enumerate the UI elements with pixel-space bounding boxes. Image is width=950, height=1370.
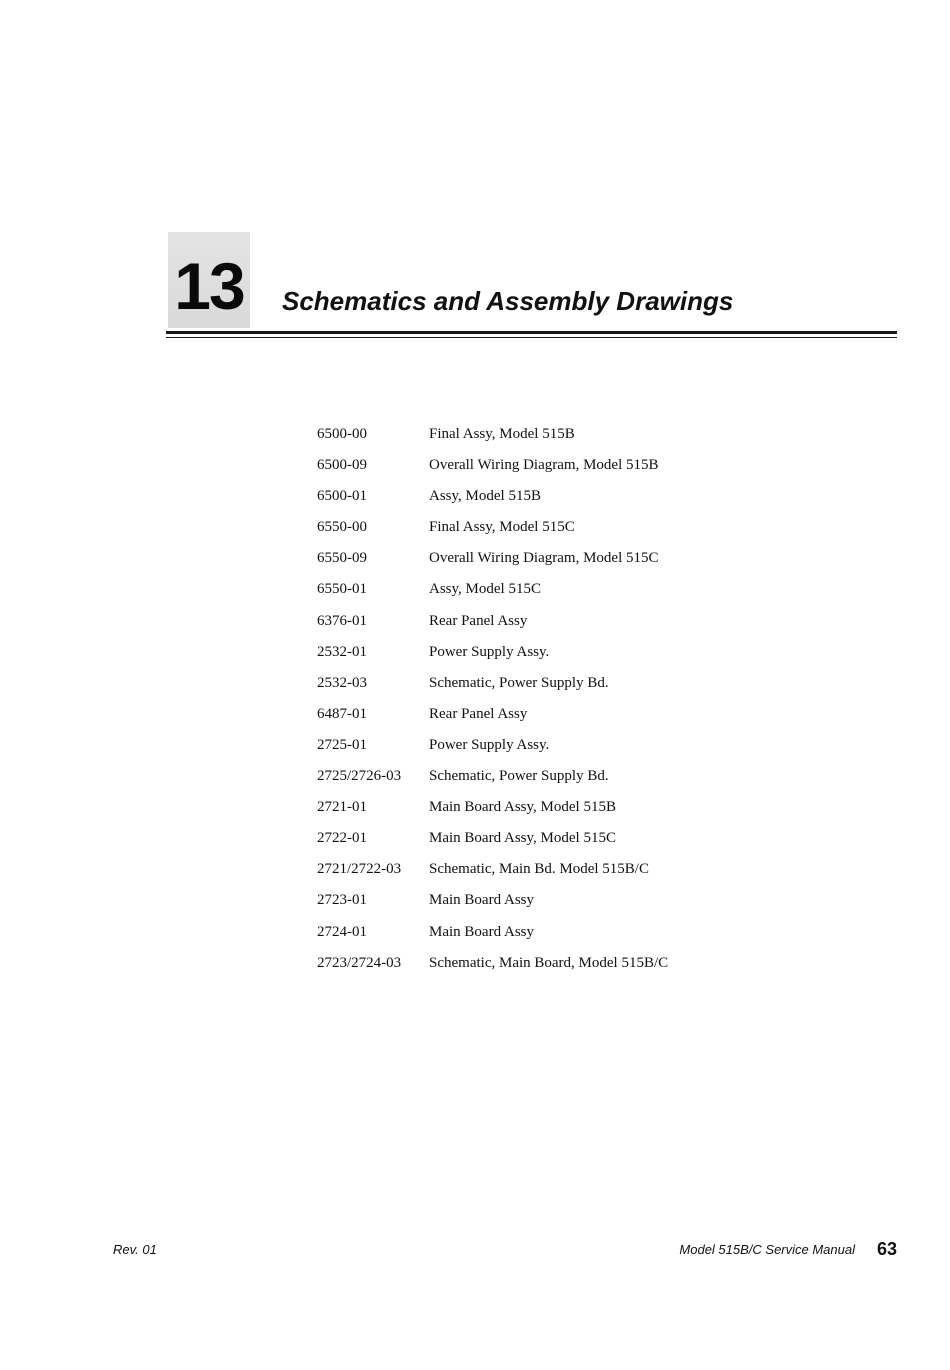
drawing-number: 6376-01 <box>317 612 367 629</box>
drawing-number: 2721/2722-03 <box>317 861 402 878</box>
drawing-number: 2532-03 <box>317 674 367 691</box>
drawing-description: Overall Wiring Diagram, Model 515B <box>429 457 659 474</box>
list-item <box>317 672 668 703</box>
drawing-description: Power Supply Assy. <box>429 736 550 753</box>
drawing-description: Schematic, Main Board, Model 515B/C <box>429 954 669 971</box>
list-item <box>317 952 668 983</box>
list-item <box>317 889 668 920</box>
drawing-description: Final Assy, Model 515C <box>429 519 575 536</box>
footer-manual-title: Model 515B/C Service Manual <box>679 1242 855 1257</box>
list-item <box>317 827 668 858</box>
chapter-title: Schematics and Assembly Drawings <box>282 286 734 316</box>
drawing-description: Overall Wiring Diagram, Model 515C <box>429 550 659 567</box>
chapter-number: 13 <box>174 249 244 323</box>
drawing-number: 2721-01 <box>317 799 367 816</box>
drawing-number: 6500-01 <box>317 488 367 505</box>
drawing-description: Main Board Assy, Model 515C <box>429 830 616 847</box>
drawing-number: 6550-09 <box>317 550 367 567</box>
list-item <box>317 516 668 547</box>
list-item <box>317 921 668 952</box>
drawing-description: Schematic, Power Supply Bd. <box>429 674 609 691</box>
list-item <box>317 610 668 641</box>
drawing-description: Main Board Assy <box>429 923 534 940</box>
list-item <box>317 578 668 609</box>
drawing-number: 2723-01 <box>317 892 367 909</box>
drawing-description: Main Board Assy, Model 515B <box>429 799 616 816</box>
list-item <box>317 641 668 672</box>
heading-rule-thin <box>166 337 897 338</box>
drawing-number: 2532-01 <box>317 643 367 660</box>
list-item <box>317 454 668 485</box>
drawing-description: Power Supply Assy. <box>429 643 550 660</box>
drawing-number: 6500-00 <box>317 426 367 442</box>
drawing-number: 2723/2724-03 <box>317 954 402 971</box>
list-item <box>317 858 668 889</box>
page-number: 63 <box>876 1239 897 1259</box>
drawing-description: Schematic, Main Bd. Model 515B/C <box>429 861 649 878</box>
drawing-number: 6550-01 <box>317 581 367 598</box>
heading-rule-thick <box>166 331 897 334</box>
drawing-description: Assy, Model 515C <box>429 581 541 598</box>
drawing-number: 2725-01 <box>317 736 367 753</box>
list-item <box>317 765 668 796</box>
list-item <box>317 703 668 734</box>
drawing-number: 2725/2726-03 <box>317 768 402 785</box>
list-item <box>317 547 668 578</box>
list-item <box>317 423 668 454</box>
drawing-number: 2724-01 <box>317 923 367 940</box>
drawing-description: Schematic, Power Supply Bd. <box>429 768 609 785</box>
list-item <box>317 485 668 516</box>
drawing-list <box>317 423 668 983</box>
list-item <box>317 796 668 827</box>
drawing-number: 2722-01 <box>317 830 367 847</box>
drawing-description: Final Assy, Model 515B <box>429 426 575 442</box>
drawing-description: Rear Panel Assy <box>429 705 528 722</box>
drawing-description: Assy, Model 515B <box>429 488 541 505</box>
drawing-description: Rear Panel Assy <box>429 612 528 629</box>
drawing-number: 6487-01 <box>317 705 367 722</box>
list-item <box>317 734 668 765</box>
drawing-number: 6550-00 <box>317 519 367 536</box>
footer-revision: Rev. 01 <box>113 1242 157 1257</box>
drawing-number: 6500-09 <box>317 457 367 474</box>
drawing-description: Main Board Assy <box>429 892 534 909</box>
